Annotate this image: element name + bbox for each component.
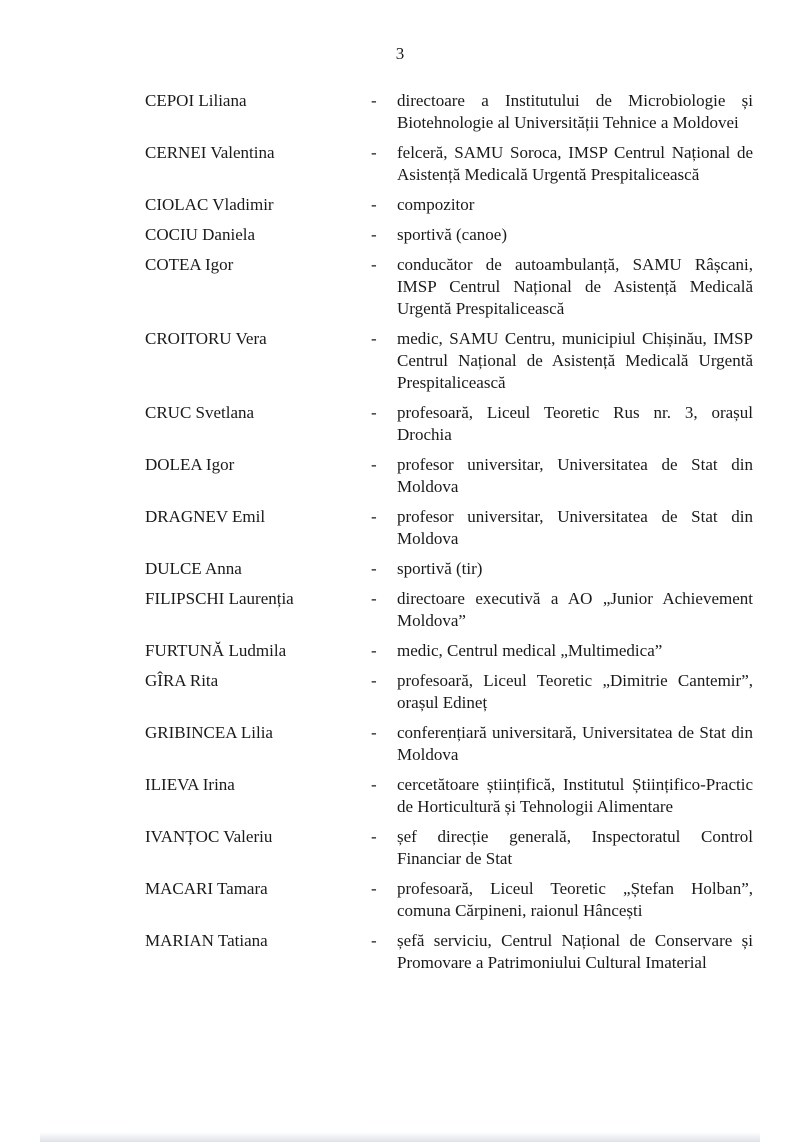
person-description: compozitor [397, 195, 475, 214]
dash-separator: - [371, 329, 377, 348]
dash-separator: - [371, 671, 377, 690]
dash-separator: - [371, 195, 377, 214]
dash-separator: - [371, 507, 377, 526]
list-item [145, 142, 755, 186]
person-description: profesor universitar, Universitatea de Stat din Moldova [397, 507, 753, 548]
person-description: conducător de autoambulanță, SAMU Râșcani, IMSP Centrul Național de Asistență Medicală Urgentă Prespitalicească [397, 255, 753, 318]
person-name: GÎRA Rita [145, 671, 219, 690]
person-name: CROITORU Vera [145, 329, 267, 348]
dash-separator: - [371, 403, 377, 422]
person-description: profesoară, Liceul Teoretic Rus nr. 3, orașul Drochia [397, 403, 753, 444]
person-name: COCIU Daniela [145, 225, 256, 244]
list-item [145, 254, 755, 320]
person-description: felceră, SAMU Soroca, IMSP Centrul Național de Asistență Medicală Urgentă Prespitalicească [397, 143, 753, 184]
list-item [145, 930, 755, 974]
person-description: sportivă (tir) [397, 559, 483, 578]
list-item [145, 826, 755, 870]
person-name: FURTUNĂ Ludmila [145, 641, 287, 660]
list-item [145, 90, 755, 134]
dash-separator: - [371, 723, 377, 742]
list-item [145, 558, 755, 580]
dash-separator: - [371, 255, 377, 274]
dash-separator: - [371, 225, 377, 244]
dash-separator: - [371, 143, 377, 162]
person-description: medic, SAMU Centru, municipiul Chișinău, IMSP Centrul Național de Asistență Medicală Urgentă Prespitalicească [397, 329, 753, 392]
person-description: profesoară, Liceul Teoretic „Ștefan Holban”, comuna Cărpineni, raionul Hâncești [397, 879, 753, 920]
person-name: MACARI Tamara [145, 879, 268, 898]
dash-separator: - [371, 931, 377, 950]
list-item [145, 774, 755, 818]
person-description: conferențiară universitară, Universitatea de Stat din Moldova [397, 723, 753, 764]
page-number: 3 [395, 44, 405, 63]
award-list [145, 90, 755, 982]
dash-separator: - [371, 827, 377, 846]
person-description: directoare executivă a AO „Junior Achievement Moldova” [397, 589, 753, 630]
person-description: profesoară, Liceul Teoretic „Dimitrie Cantemir”, orașul Edineț [397, 671, 753, 712]
person-name: CEPOI Liliana [145, 91, 247, 110]
person-name: CRUC Svetlana [145, 403, 255, 422]
person-description: cercetătoare științifică, Institutul Științifico-Practic de Horticultură și Tehnologii Alimentare [397, 775, 753, 816]
list-item [145, 506, 755, 550]
person-description: medic, Centrul medical „Multimedica” [397, 641, 663, 660]
dash-separator: - [371, 559, 377, 578]
person-name: DULCE Anna [145, 559, 242, 578]
person-name: CERNEI Valentina [145, 143, 275, 162]
dash-separator: - [371, 641, 377, 660]
list-item [145, 454, 755, 498]
list-item [145, 640, 755, 662]
person-description: șefă serviciu, Centrul Național de Conservare și Promovare a Patrimoniului Cultural Imaterial [397, 931, 753, 972]
list-item [145, 722, 755, 766]
dash-separator: - [371, 775, 377, 794]
list-item [145, 402, 755, 446]
person-name: COTEA Igor [145, 255, 234, 274]
list-item [145, 670, 755, 714]
person-name: CIOLAC Vladimir [145, 195, 274, 214]
list-item [145, 328, 755, 394]
person-description: directoare a Institutului de Microbiologie și Biotehnologie al Universității Tehnice a Moldovei [397, 91, 753, 132]
person-description: șef direcție generală, Inspectoratul Control Financiar de Stat [397, 827, 753, 868]
dash-separator: - [371, 455, 377, 474]
person-name: GRIBINCEA Lilia [145, 723, 273, 742]
person-name: FILIPSCHI Laurenția [145, 589, 294, 608]
person-name: ILIEVA Irina [145, 775, 235, 794]
list-item [145, 878, 755, 922]
list-item [145, 194, 755, 216]
list-item [145, 224, 755, 246]
dash-separator: - [371, 91, 377, 110]
list-item [145, 588, 755, 632]
person-description: sportivă (canoe) [397, 225, 507, 244]
dash-separator: - [371, 589, 377, 608]
person-name: DOLEA Igor [145, 455, 235, 474]
person-description: profesor universitar, Universitatea de Stat din Moldova [397, 455, 753, 496]
person-name: DRAGNEV Emil [145, 507, 266, 526]
person-name: IVANȚOC Valeriu [145, 827, 273, 846]
dash-separator: - [371, 879, 377, 898]
scan-edge-shadow [40, 1132, 760, 1142]
person-name: MARIAN Tatiana [145, 931, 268, 950]
